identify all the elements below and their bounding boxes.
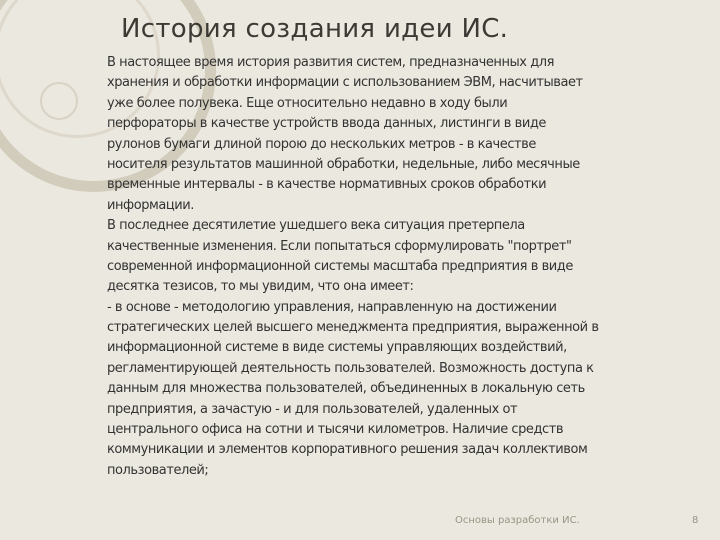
body-line: информационной системе в виде системы управляющих воздействий, [107,340,567,356]
body-line: десятка тезисов, то мы увидим, что она имеет: [107,279,414,295]
body-line: временные интервалы - в качестве нормативных сроков обработки [107,177,547,193]
decorative-ring-small [40,82,78,120]
body-line: уже более полувека. Еще относительно недавно в ходу были [107,95,508,111]
body-line: В последнее десятилетие ушедшего века ситуация претерпела [107,218,525,234]
body-line: стратегических целей высшего менеджмента предприятия, выраженной в [107,320,599,336]
body-line: пользователей; [107,462,209,478]
body-line: данным для множества пользователей, объединенных в локальную сеть [107,381,585,397]
body-line: коммуникации и элементов корпоративного решения задач коллективом [107,442,588,458]
body-line: рулонов бумаги длиной порою до нескольких метров - в качестве [107,136,536,152]
body-line: информации. [107,197,194,213]
body-line: регламентирующей деятельность пользователей. Возможность доступа к [107,360,594,376]
body-line: предприятия, а зачастую - и для пользователей, удаленных от [107,401,518,417]
slide-title: История создания идеи ИС. [121,14,509,44]
body-line: носителя результатов машинной обработки, недельные, либо месячные [107,156,580,172]
body-line: центрального офиса на сотни и тысячи километров. Наличие средств [107,422,564,438]
footer-course-title: Основы разработки ИС. [455,515,580,526]
body-line: современной информационной системы масштаба предприятия в виде [107,258,573,274]
body-line: перфораторы в качестве устройств ввода данных, листинги в виде [107,116,546,132]
body-line: - в основе - методологию управления, направленную на достижении [107,299,557,315]
slide-body [107,53,697,481]
body-line: В настоящее время история развития систем, предназначенных для [107,55,555,70]
body-line: качественные изменения. Если попытаться сформулировать "портрет" [107,238,572,254]
page-number: 8 [692,515,699,526]
body-line: хранения и обработки информации с использованием ЭВМ, насчитывает [107,75,583,91]
